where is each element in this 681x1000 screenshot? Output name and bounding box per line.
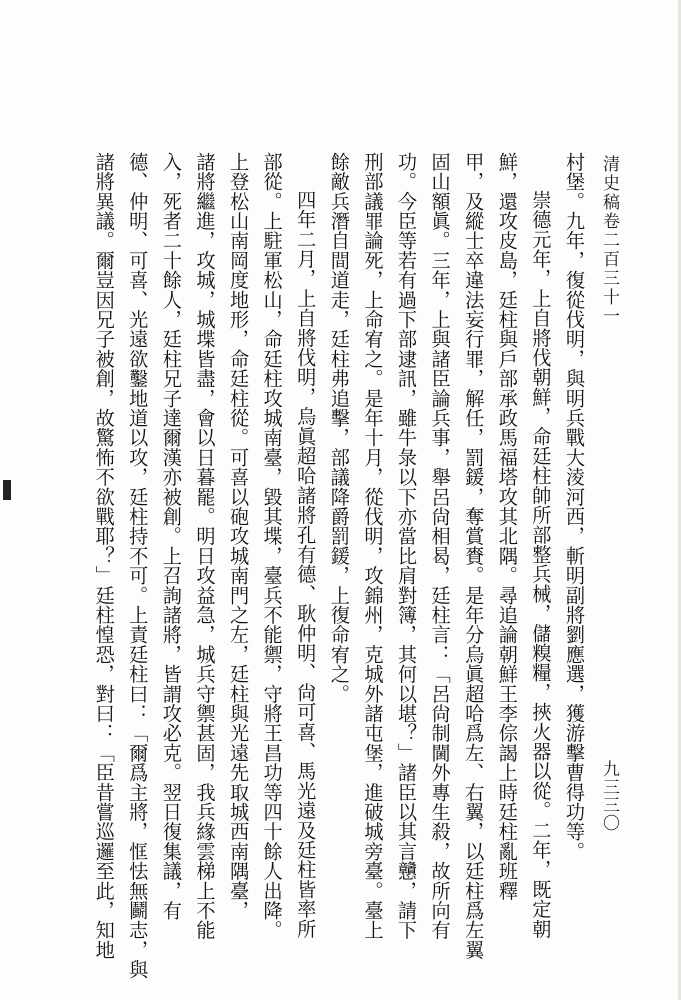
text-column: 德、仲明、可喜、光遠欲鑿地道以攻，廷柱持不可。上責廷柱曰：「爾爲主將，恇怯無鬬志，與 (126, 152, 150, 980)
body-text (87, 152, 591, 980)
book-title: 清史稿卷二百三十一 (599, 155, 619, 326)
text-column: 村堡。九年，復從伐明，與明兵戰大淩河西，斬明副將劉應選，獲游擊曹得功等。 (563, 152, 586, 862)
text-column: 入，死者二十餘人，廷柱兄子達爾漢亦被創。上召詢諸將，皆謂攻必克。翌日復集議，有 (159, 152, 183, 921)
text-column: 刑部議罪論死，上命宥之。是年十月，從伐明，攻錦州，克城外諸屯堡，進破城旁臺。臺上 (361, 152, 385, 940)
text-column: 四年二月，上自將伐明，烏眞超哈諸將孔有德、耿仲明、尙可喜、馬光遠及廷柱皆率所 (294, 190, 318, 939)
page-number: 九三三〇 (599, 760, 619, 832)
text-column: 諸將異議。爾豈因兄子被創，故驚怖不欲戰耶？」廷柱惶恐，對曰：「臣昔嘗巡邏至此，知地 (92, 152, 116, 960)
text-column: 甲，及縱士卒違法妄行罪，解任，罰鍰，奪賞賚。是年分烏眞超哈爲左、右翼，以廷柱爲左翼 (462, 152, 486, 960)
text-column: 崇德元年，上自將伐朝鮮，命廷柱帥所部整兵械，儲糗糧，挾火器以從。二年，既定朝 (529, 190, 553, 939)
text-column: 功。今臣等若有過下部逮訊，雖牛彔以下亦當比肩對簿，其何以堪？」諸臣以其言戇，請下 (395, 152, 419, 940)
text-column: 上登松山南岡度地形，命廷柱從。可喜以砲攻城南門之左，廷柱與光遠先取城西南隅臺， (227, 152, 251, 921)
text-column: 固山額眞。三年，上與諸臣論兵事，舉呂尙相曷，廷柱言：「呂尙制閫外專生殺，故所向有 (428, 152, 452, 940)
text-column: 餘敵兵潛自間道走，廷柱弗追擊，部議降爵罰鍰，上復命宥之。 (327, 152, 351, 704)
margin-mark (3, 480, 11, 500)
text-column: 部從。上駐軍松山，命廷柱攻城南臺，毀其堞，臺兵不能禦，守將王昌功等四十餘人出降。 (260, 152, 284, 940)
text-column: 諸將繼進，攻城，城堞皆盡，會以日暮罷。明日攻益急，城兵守禦甚固，我兵緣雲梯上不能 (193, 152, 217, 940)
text-column: 鮮，還攻皮島，廷柱與戶部承政馬福塔攻其北隅。尋追論朝鮮王李倧謁上時廷柱亂班釋 (495, 152, 519, 901)
